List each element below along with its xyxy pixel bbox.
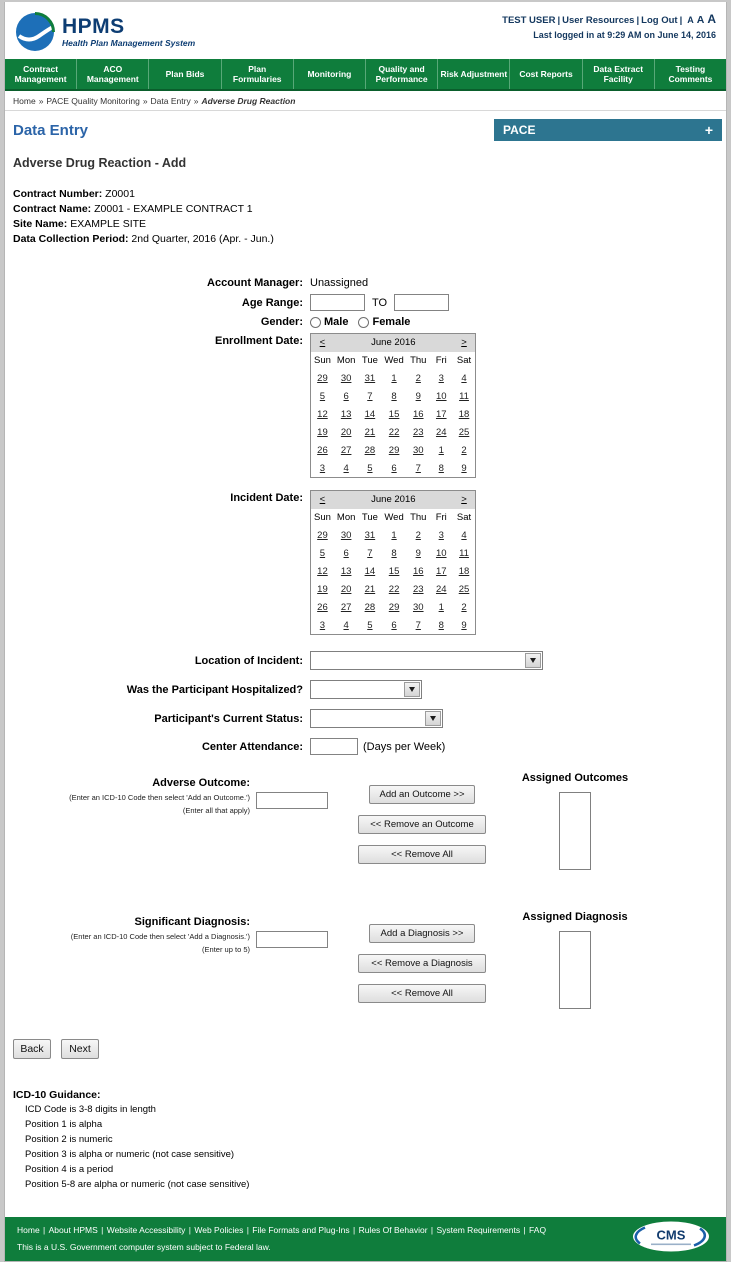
calendar-date-link[interactable]: 16 bbox=[412, 566, 424, 577]
calendar-date-link[interactable]: 1 bbox=[438, 602, 444, 613]
calendar-date-link[interactable]: 22 bbox=[388, 427, 400, 438]
center-attendance-label: Center Attendance: bbox=[201, 740, 303, 753]
nav-item-monitoring[interactable]: Monitoring bbox=[294, 59, 366, 89]
account-manager-row bbox=[5, 277, 726, 289]
gender-label: Gender: bbox=[260, 316, 303, 328]
user-link-log-out[interactable]: Log Out bbox=[641, 15, 678, 26]
calendar-date-link[interactable]: 4 bbox=[343, 619, 349, 631]
calendar-date-link[interactable]: 8 bbox=[438, 462, 444, 474]
enrollment-date-row bbox=[5, 333, 726, 482]
contract-info-label: Site Name: bbox=[13, 218, 68, 230]
enrollment-date-label: Enrollment Date: bbox=[214, 335, 303, 347]
cms-logo bbox=[632, 1221, 710, 1258]
breadcrumb-item-adverse-drug-reaction: Adverse Drug Reaction bbox=[201, 96, 296, 106]
calendar-date-link[interactable]: 23 bbox=[412, 584, 424, 595]
location-of-incident-label: Location of Incident: bbox=[194, 654, 303, 667]
calendar-date-link[interactable]: 13 bbox=[340, 566, 352, 577]
breadcrumb bbox=[5, 91, 726, 111]
calendar-day-header: Fri bbox=[435, 355, 447, 366]
assigned-diagnosis-title: Assigned Diagnosis bbox=[522, 911, 628, 923]
calendar-day-header: Thu bbox=[410, 512, 427, 523]
age-range-separator: TO bbox=[372, 296, 388, 309]
assigned-diagnosis-col bbox=[500, 911, 650, 1009]
center-attendance-row bbox=[5, 738, 726, 755]
footer bbox=[5, 1217, 726, 1261]
calendar-date-link[interactable]: 8 bbox=[391, 548, 397, 559]
calendar-date-link[interactable]: 14 bbox=[364, 566, 376, 577]
hospitalized-label: Was the Participant Hospitalized? bbox=[126, 683, 303, 696]
calendar-date-link[interactable]: 7 bbox=[415, 462, 421, 474]
calendar-date-link[interactable]: 29 bbox=[388, 445, 400, 456]
module-label: PACE bbox=[503, 123, 536, 137]
footer-link-file-formats-and-plug-ins[interactable]: File Formats and Plug-Ins bbox=[252, 1225, 350, 1235]
last-login-text: Last logged in at 9:29 AM on June 14, 2016 bbox=[533, 30, 716, 40]
adverse-outcome-label-block bbox=[5, 777, 250, 870]
assigned-outcomes-col bbox=[500, 772, 650, 870]
adverse-outcome-section bbox=[5, 772, 726, 870]
calendar-date-link[interactable]: 3 bbox=[319, 462, 326, 474]
calendar-date-link[interactable]: 4 bbox=[343, 462, 349, 474]
calendar-date-link[interactable]: 29 bbox=[388, 602, 400, 613]
add-diagnosis-button[interactable]: Add a Diagnosis >> bbox=[369, 924, 475, 943]
significant-diagnosis-label-block bbox=[5, 916, 250, 1009]
calendar-next-link[interactable]: > bbox=[453, 491, 476, 509]
calendar-date-link[interactable]: 25 bbox=[458, 427, 470, 438]
logo-text bbox=[62, 16, 195, 48]
footer-separator: | bbox=[350, 1225, 358, 1235]
guidance-item: Position 1 is alpha bbox=[25, 1119, 103, 1130]
age-max-input[interactable] bbox=[394, 294, 449, 311]
remove-all-outcomes-button[interactable]: << Remove All bbox=[358, 845, 486, 864]
calendar-day-header: Wed bbox=[384, 512, 404, 523]
contract-info-value: EXAMPLE SITE bbox=[67, 218, 147, 230]
breadcrumb-separator: » bbox=[38, 96, 44, 106]
adverse-outcome-buttons bbox=[358, 777, 486, 870]
calendar-date-link[interactable]: 5 bbox=[367, 462, 373, 474]
dropdown-arrow-icon[interactable] bbox=[525, 653, 541, 668]
nav-item-cost-reports[interactable]: Cost Reports bbox=[510, 59, 582, 89]
calendar-date-link[interactable]: 12 bbox=[317, 566, 328, 577]
adverse-outcome-note-1: (Enter an ICD-10 Code then select 'Add an Outcome.') bbox=[69, 793, 250, 802]
calendar-day-header: Tue bbox=[361, 512, 378, 523]
calendar-date-link[interactable]: 12 bbox=[317, 409, 328, 420]
header bbox=[5, 2, 726, 59]
contract-info-row bbox=[13, 232, 718, 247]
contract-info-value: 2nd Quarter, 2016 (Apr. - Jun.) bbox=[128, 233, 274, 245]
remove-diagnosis-button[interactable]: << Remove a Diagnosis bbox=[358, 954, 486, 973]
calendar-date-link[interactable]: 30 bbox=[412, 602, 424, 613]
font-size-button-2[interactable]: A bbox=[707, 12, 716, 26]
calendar-date-link[interactable]: 7 bbox=[415, 619, 421, 631]
font-size-button-1[interactable]: A bbox=[696, 14, 705, 26]
breadcrumb-item-data-entry[interactable]: Data Entry bbox=[150, 96, 191, 106]
breadcrumb-separator: » bbox=[193, 96, 199, 106]
current-status-select[interactable] bbox=[310, 709, 443, 728]
calendar-day-header: Thu bbox=[410, 355, 427, 366]
guidance-item: Position 3 is alpha or numeric (not case sensitive) bbox=[25, 1149, 235, 1160]
wizard-buttons bbox=[13, 1039, 726, 1059]
gender-male-option-label: Male bbox=[324, 316, 349, 328]
incident-calendar bbox=[310, 490, 476, 635]
icd10-guidance bbox=[13, 1089, 718, 1191]
calendar-date-link[interactable]: 30 bbox=[340, 373, 352, 384]
calendar-date-link[interactable]: 9 bbox=[461, 619, 467, 631]
calendar-date-link[interactable]: 7 bbox=[367, 548, 373, 559]
calendar-day-header: Mon bbox=[336, 355, 356, 366]
age-range-label: Age Range: bbox=[241, 296, 303, 309]
user-area bbox=[502, 9, 716, 54]
hpms-logo bbox=[15, 9, 195, 54]
footer-separator: | bbox=[428, 1225, 436, 1235]
calendar-date-link[interactable]: 3 bbox=[438, 530, 444, 541]
cms-logo-label: CMS bbox=[656, 1227, 686, 1243]
pipe-separator: | bbox=[636, 15, 640, 26]
calendar-date-link[interactable]: 6 bbox=[343, 391, 349, 402]
add-outcome-button[interactable]: Add an Outcome >> bbox=[369, 785, 475, 804]
calendar-date-link[interactable]: 15 bbox=[388, 566, 400, 577]
footer-separator: | bbox=[186, 1225, 194, 1235]
calendar-date-link[interactable]: 21 bbox=[364, 427, 376, 438]
calendar-date-link[interactable]: 11 bbox=[459, 391, 469, 402]
form-title: Adverse Drug Reaction - Add bbox=[13, 156, 187, 170]
calendar-date-link[interactable]: 17 bbox=[435, 566, 447, 577]
calendar-month-label: June 2016 bbox=[334, 334, 453, 352]
significant-diagnosis-label: Significant Diagnosis: bbox=[134, 916, 250, 928]
calendar-date-link[interactable]: 5 bbox=[319, 548, 326, 559]
calendar-date-link[interactable]: 9 bbox=[461, 462, 467, 474]
footer-link-system-requirements[interactable]: System Requirements bbox=[436, 1225, 521, 1235]
adverse-outcome-code-input[interactable] bbox=[256, 792, 328, 809]
calendar-day-header: Mon bbox=[336, 512, 356, 523]
calendar-date-link[interactable]: 1 bbox=[391, 373, 397, 384]
footer-link-about-hpms[interactable]: About HPMS bbox=[48, 1225, 98, 1235]
contract-info-label: Contract Name: bbox=[13, 203, 92, 215]
calendar-date-link[interactable]: 26 bbox=[317, 602, 328, 613]
footer-link-web-policies[interactable]: Web Policies bbox=[194, 1225, 244, 1235]
calendar-date-link[interactable]: 17 bbox=[435, 409, 447, 420]
pipe-separator: | bbox=[557, 15, 561, 26]
calendar-date-link[interactable]: 22 bbox=[388, 584, 400, 595]
breadcrumb-item-home[interactable]: Home bbox=[13, 96, 36, 106]
footer-link-home[interactable]: Home bbox=[17, 1225, 40, 1235]
guidance-item: ICD Code is 3-8 digits in length bbox=[25, 1104, 156, 1115]
title-row bbox=[5, 111, 726, 143]
nav-item-risk-adjustment[interactable]: Risk Adjustment bbox=[438, 59, 510, 89]
footer-separator: | bbox=[521, 1225, 529, 1235]
pace-module-bar[interactable] bbox=[494, 119, 722, 141]
calendar-date-link[interactable]: 27 bbox=[340, 602, 352, 613]
user-name: TEST USER bbox=[502, 15, 556, 26]
calendar-date-link[interactable]: 8 bbox=[438, 619, 444, 631]
calendar-date-link[interactable]: 8 bbox=[391, 391, 397, 402]
gender-female-radio[interactable] bbox=[358, 317, 369, 328]
guidance-item: Position 5-8 are alpha or numeric (not case sensitive) bbox=[25, 1179, 250, 1190]
pipe-separator: | bbox=[679, 15, 683, 26]
calendar-date-link[interactable]: 18 bbox=[458, 409, 470, 420]
calendar-date-link[interactable]: 31 bbox=[364, 530, 376, 541]
calendar-day-header: Tue bbox=[361, 355, 378, 366]
calendar-day-header: Sun bbox=[314, 355, 331, 366]
page bbox=[4, 2, 727, 1262]
font-size-button-0[interactable]: A bbox=[687, 15, 694, 25]
contract-info-label: Data Collection Period: bbox=[13, 233, 129, 245]
calendar-date-link[interactable]: 28 bbox=[364, 445, 376, 456]
calendar-date-link[interactable]: 9 bbox=[415, 391, 421, 402]
calendar-date-link[interactable]: 20 bbox=[340, 584, 352, 595]
calendar-date-link[interactable]: 6 bbox=[391, 619, 397, 631]
significant-diagnosis-buttons bbox=[358, 916, 486, 1009]
calendar-date-link[interactable]: 21 bbox=[364, 584, 376, 595]
calendar-date-link[interactable]: 10 bbox=[435, 548, 447, 559]
calendar-date-link[interactable]: 28 bbox=[364, 602, 376, 613]
calendar-date-link[interactable]: 2 bbox=[415, 530, 421, 541]
nav-item-contract-management[interactable]: Contract Management bbox=[5, 59, 77, 89]
calendar-date-link[interactable]: 30 bbox=[340, 530, 352, 541]
contract-info-row bbox=[13, 202, 718, 217]
footer-separator: | bbox=[98, 1225, 106, 1235]
calendar-date-link[interactable]: 10 bbox=[435, 391, 447, 402]
calendar-date-link[interactable]: 25 bbox=[458, 584, 470, 595]
calendar-date-link[interactable]: 2 bbox=[415, 373, 421, 384]
nav-item-aco-management[interactable]: ACO Management bbox=[77, 59, 149, 89]
calendar-date-link[interactable]: 30 bbox=[412, 445, 424, 456]
calendar-date-link[interactable]: 18 bbox=[458, 566, 470, 577]
next-button[interactable]: Next bbox=[61, 1039, 99, 1059]
calendar-date-link[interactable]: 19 bbox=[317, 427, 328, 438]
calendar-date-link[interactable]: 1 bbox=[438, 445, 444, 456]
age-range-row bbox=[5, 294, 726, 311]
gender-row bbox=[5, 316, 726, 328]
age-min-input[interactable] bbox=[310, 294, 365, 311]
contract-info bbox=[5, 170, 726, 247]
calendar-date-link[interactable]: 16 bbox=[412, 409, 424, 420]
breadcrumb-separator: » bbox=[142, 96, 148, 106]
calendar-day-header: Wed bbox=[384, 355, 404, 366]
adverse-drug-reaction-form bbox=[5, 277, 726, 1059]
footer-links bbox=[17, 1225, 714, 1235]
calendar-date-link[interactable]: 2 bbox=[461, 602, 467, 613]
guidance-item: Position 4 is a period bbox=[25, 1164, 114, 1175]
nav-item-plan-bids[interactable]: Plan Bids bbox=[149, 59, 221, 89]
calendar-date-link[interactable]: 20 bbox=[340, 427, 352, 438]
calendar-date-link[interactable]: 15 bbox=[388, 409, 400, 420]
assigned-outcomes-listbox[interactable] bbox=[559, 792, 591, 870]
calendar-prev-link[interactable]: < bbox=[311, 491, 334, 509]
main-nav bbox=[5, 59, 726, 91]
center-attendance-suffix: (Days per Week) bbox=[363, 740, 446, 753]
calendar-date-link[interactable]: 14 bbox=[364, 409, 376, 420]
guidance-title: ICD-10 Guidance: bbox=[13, 1089, 101, 1101]
remove-outcome-button[interactable]: << Remove an Outcome bbox=[358, 815, 486, 834]
calendar-date-link[interactable]: 6 bbox=[343, 548, 349, 559]
calendar-date-link[interactable]: 31 bbox=[364, 373, 376, 384]
current-status-label: Participant's Current Status: bbox=[154, 712, 303, 725]
account-manager-label: Account Manager: bbox=[207, 277, 303, 289]
calendar-date-link[interactable]: 3 bbox=[319, 619, 326, 631]
calendar-day-header: Sat bbox=[456, 355, 472, 366]
dropdown-arrow-icon[interactable] bbox=[425, 711, 441, 726]
user-bar bbox=[502, 12, 716, 26]
guidance-list bbox=[13, 1104, 718, 1191]
calendar-date-link[interactable]: 29 bbox=[317, 373, 328, 384]
adverse-outcome-input-col bbox=[256, 777, 328, 870]
calendar-date-link[interactable]: 13 bbox=[340, 409, 352, 420]
calendar-date-link[interactable]: 9 bbox=[415, 548, 421, 559]
calendar-day-header: Fri bbox=[435, 512, 447, 523]
footer-link-faq[interactable]: FAQ bbox=[529, 1225, 547, 1235]
gender-male-radio[interactable] bbox=[310, 317, 321, 328]
calendar-date-link[interactable]: 1 bbox=[391, 530, 397, 541]
footer-link-website-accessibility[interactable]: Website Accessibility bbox=[106, 1225, 186, 1235]
incident-date-label: Incident Date: bbox=[230, 492, 303, 504]
calendar-date-link[interactable]: 3 bbox=[438, 373, 444, 384]
calendar-date-link[interactable]: 29 bbox=[317, 530, 328, 541]
current-status-row bbox=[5, 709, 726, 728]
footer-link-rules-of-behavior[interactable]: Rules Of Behavior bbox=[358, 1225, 428, 1235]
contract-info-value: Z0001 bbox=[102, 188, 135, 200]
hospitalized-select[interactable] bbox=[310, 680, 422, 699]
contract-info-row bbox=[13, 217, 718, 232]
gender-female-option-label: Female bbox=[372, 316, 411, 328]
adverse-outcome-label: Adverse Outcome: bbox=[152, 777, 250, 789]
significant-diagnosis-note-2: (Enter up to 5) bbox=[202, 945, 250, 954]
center-attendance-input[interactable] bbox=[310, 738, 358, 755]
calendar-date-link[interactable]: 26 bbox=[317, 445, 328, 456]
breadcrumb-item-pace-quality-monitoring[interactable]: PACE Quality Monitoring bbox=[46, 96, 140, 106]
significant-diagnosis-section bbox=[5, 911, 726, 1009]
calendar-date-link[interactable]: 24 bbox=[435, 427, 447, 438]
contract-info-label: Contract Number: bbox=[13, 188, 103, 200]
nav-item-data-extract-facility[interactable]: Data Extract Facility bbox=[583, 59, 655, 89]
logo-title: HPMS bbox=[62, 14, 125, 38]
nav-item-testing-comments[interactable]: Testing Comments bbox=[668, 63, 713, 84]
footer-separator: | bbox=[40, 1225, 48, 1235]
logo-subtitle: Health Plan Management System bbox=[62, 37, 196, 48]
back-button[interactable]: Back bbox=[13, 1039, 51, 1059]
assigned-diagnosis-listbox[interactable] bbox=[559, 931, 591, 1009]
enrollment-calendar bbox=[310, 333, 476, 478]
guidance-item: Position 2 is numeric bbox=[25, 1134, 113, 1145]
remove-all-diagnosis-button[interactable]: << Remove All bbox=[358, 984, 486, 1003]
calendar-prev-link[interactable]: < bbox=[311, 334, 334, 352]
contract-info-value: Z0001 - EXAMPLE CONTRACT 1 bbox=[91, 203, 253, 215]
location-of-incident-row bbox=[5, 651, 726, 670]
nav-item-quality-and-performance[interactable]: Quality and Performance bbox=[366, 59, 438, 89]
footer-disclaimer: This is a U.S. Government computer system subject to Federal law. bbox=[17, 1242, 271, 1252]
calendar-date-link[interactable]: 7 bbox=[367, 391, 373, 402]
nav-item-plan-formularies[interactable]: Plan Formularies bbox=[222, 59, 294, 89]
calendar-date-link[interactable]: 24 bbox=[435, 584, 447, 595]
incident-date-row bbox=[5, 490, 726, 639]
page-title: Data Entry bbox=[13, 121, 89, 139]
contract-info-row bbox=[13, 187, 718, 202]
calendar-date-link[interactable]: 5 bbox=[367, 619, 373, 631]
assigned-outcomes-title: Assigned Outcomes bbox=[521, 772, 629, 784]
calendar-date-link[interactable]: 2 bbox=[461, 445, 467, 456]
calendar-date-link[interactable]: 19 bbox=[317, 584, 328, 595]
location-of-incident-select[interactable] bbox=[310, 651, 543, 670]
calendar-day-header: Sat bbox=[456, 512, 472, 523]
significant-diagnosis-code-input[interactable] bbox=[256, 931, 328, 948]
calendar-date-link[interactable]: 5 bbox=[319, 391, 326, 402]
calendar-date-link[interactable]: 23 bbox=[412, 427, 424, 438]
calendar-date-link[interactable]: 4 bbox=[461, 373, 467, 384]
calendar-month-label: June 2016 bbox=[334, 491, 453, 509]
calendar-date-link[interactable]: 27 bbox=[340, 445, 352, 456]
calendar-date-link[interactable]: 11 bbox=[459, 548, 469, 559]
hpms-logo-icon bbox=[15, 12, 55, 52]
significant-diagnosis-input-col bbox=[256, 916, 328, 1009]
calendar-date-link[interactable]: 6 bbox=[391, 462, 397, 474]
dropdown-arrow-icon[interactable] bbox=[404, 682, 420, 697]
hospitalized-row bbox=[5, 680, 726, 699]
user-link-user-resources[interactable]: User Resources bbox=[562, 15, 635, 26]
account-manager-value: Unassigned bbox=[310, 277, 369, 289]
calendar-next-link[interactable]: > bbox=[453, 334, 476, 352]
calendar-day-header: Sun bbox=[314, 512, 331, 523]
significant-diagnosis-note-1: (Enter an ICD-10 Code then select 'Add a Diagnosis.') bbox=[70, 932, 250, 941]
adverse-outcome-note-2: (Enter all that apply) bbox=[182, 806, 250, 815]
footer-separator: | bbox=[244, 1225, 252, 1235]
expand-plus-icon[interactable]: + bbox=[704, 122, 713, 138]
calendar-date-link[interactable]: 4 bbox=[461, 530, 467, 541]
